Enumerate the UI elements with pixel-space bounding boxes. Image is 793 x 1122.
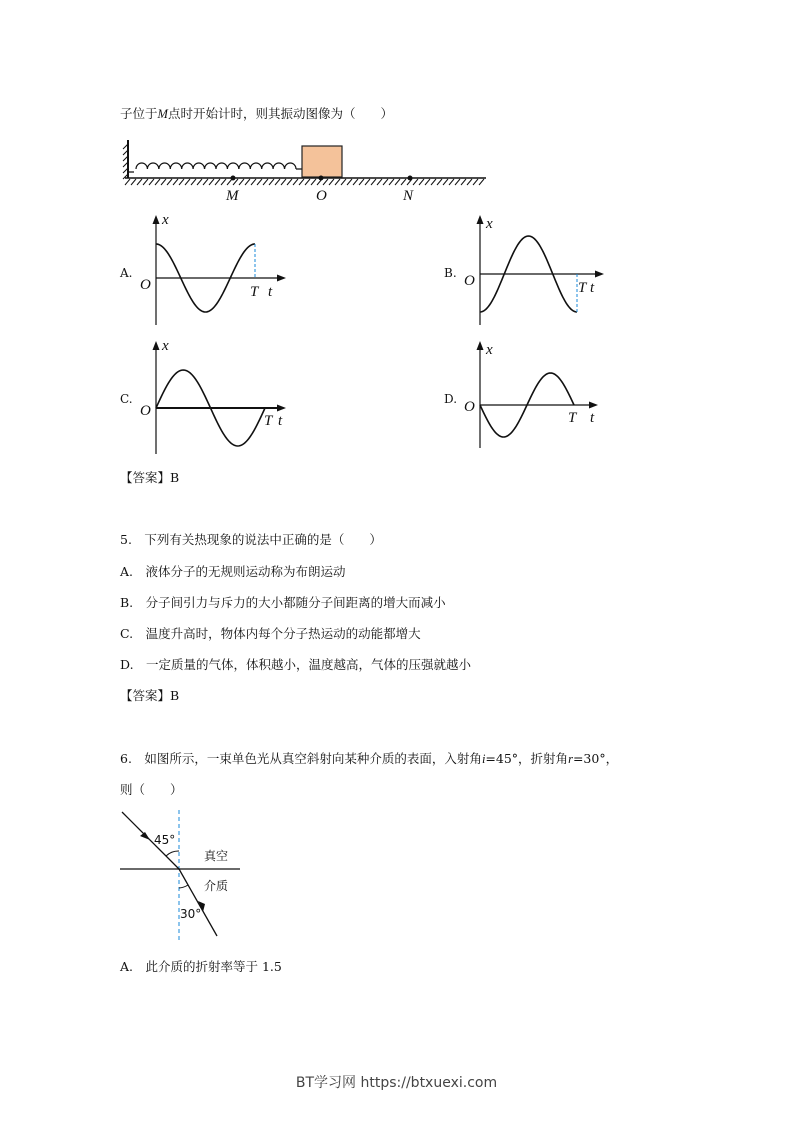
option-c-label: C. bbox=[120, 392, 133, 406]
q6-stem-c: =30°， bbox=[572, 751, 619, 766]
graph-b-T: T bbox=[578, 280, 587, 296]
graph-c-T: T bbox=[264, 413, 273, 429]
q4-stem-pre: 子位于 bbox=[120, 106, 158, 121]
medium-label: 介质 bbox=[204, 879, 229, 893]
q6-stem-line2: 则（ ） bbox=[120, 782, 183, 797]
q4-stem-var: M bbox=[157, 107, 168, 121]
q4-stem-post: 点时开始计时，则其振动图像为（ ） bbox=[167, 106, 393, 121]
refraction-figure bbox=[118, 808, 248, 943]
graph-a-T: T bbox=[250, 284, 259, 300]
q5-option-b: B. 分子间引力与斥力的大小都随分子间距离的增大而减小 bbox=[120, 595, 446, 610]
q5-option-a: A. 液体分子的无规则运动称为布朗运动 bbox=[120, 564, 346, 579]
graph-b-o: O bbox=[464, 273, 475, 289]
q5-option-d: D. 一定质量的气体，体积越小，温度越高，气体的压强就越小 bbox=[120, 657, 472, 672]
q6-option-a: A. 此介质的折射率等于 1.5 bbox=[120, 959, 282, 974]
angle-30: 30° bbox=[180, 907, 202, 921]
q4-answer: 【答案】B bbox=[120, 470, 180, 485]
vacuum-label: 真空 bbox=[204, 849, 229, 863]
q6-stem-a: 6. 如图所示，一束单色光从真空斜射向某种介质的表面，入射角 bbox=[120, 751, 482, 766]
graph-d bbox=[464, 338, 624, 458]
graph-b-x: x bbox=[486, 216, 493, 232]
q6-stem bbox=[120, 749, 618, 767]
q6-stem-b: =45°，折射角 bbox=[485, 751, 569, 766]
q6-var-r: r bbox=[568, 752, 573, 766]
label-o: O bbox=[316, 188, 327, 204]
angle-45: 45° bbox=[154, 833, 176, 847]
graph-a-t: t bbox=[268, 284, 273, 300]
graph-d-x: x bbox=[486, 342, 493, 358]
option-a-label: A. bbox=[120, 266, 133, 280]
graph-a bbox=[140, 212, 300, 332]
option-b-label: B. bbox=[444, 266, 457, 280]
graph-d-t: t bbox=[590, 410, 595, 426]
q4-stem bbox=[120, 104, 393, 122]
spring-mass-figure bbox=[120, 136, 490, 206]
graph-d-T: T bbox=[568, 410, 577, 426]
option-d-label: D. bbox=[444, 392, 458, 406]
graph-c-o: O bbox=[140, 403, 151, 419]
label-n: N bbox=[403, 188, 414, 204]
q5-option-c: C. 温度升高时，物体内每个分子热运动的动能都增大 bbox=[120, 626, 421, 641]
graph-c-x: x bbox=[162, 338, 169, 354]
q5-stem: 5. 下列有关热现象的说法中正确的是（ ） bbox=[120, 532, 382, 547]
graph-a-o: O bbox=[140, 277, 151, 293]
graph-b-t: t bbox=[590, 280, 595, 296]
q5-answer: 【答案】B bbox=[120, 688, 180, 703]
graph-c bbox=[140, 338, 300, 458]
graph-a-x: x bbox=[162, 212, 169, 228]
graph-d-o: O bbox=[464, 399, 475, 415]
footer-watermark: BT学习网 https://btxuexi.com bbox=[295, 1075, 498, 1091]
label-m: M bbox=[226, 188, 239, 204]
graph-c-t: t bbox=[278, 413, 283, 429]
q6-var-i: i bbox=[481, 752, 486, 766]
graph-b bbox=[464, 212, 624, 332]
